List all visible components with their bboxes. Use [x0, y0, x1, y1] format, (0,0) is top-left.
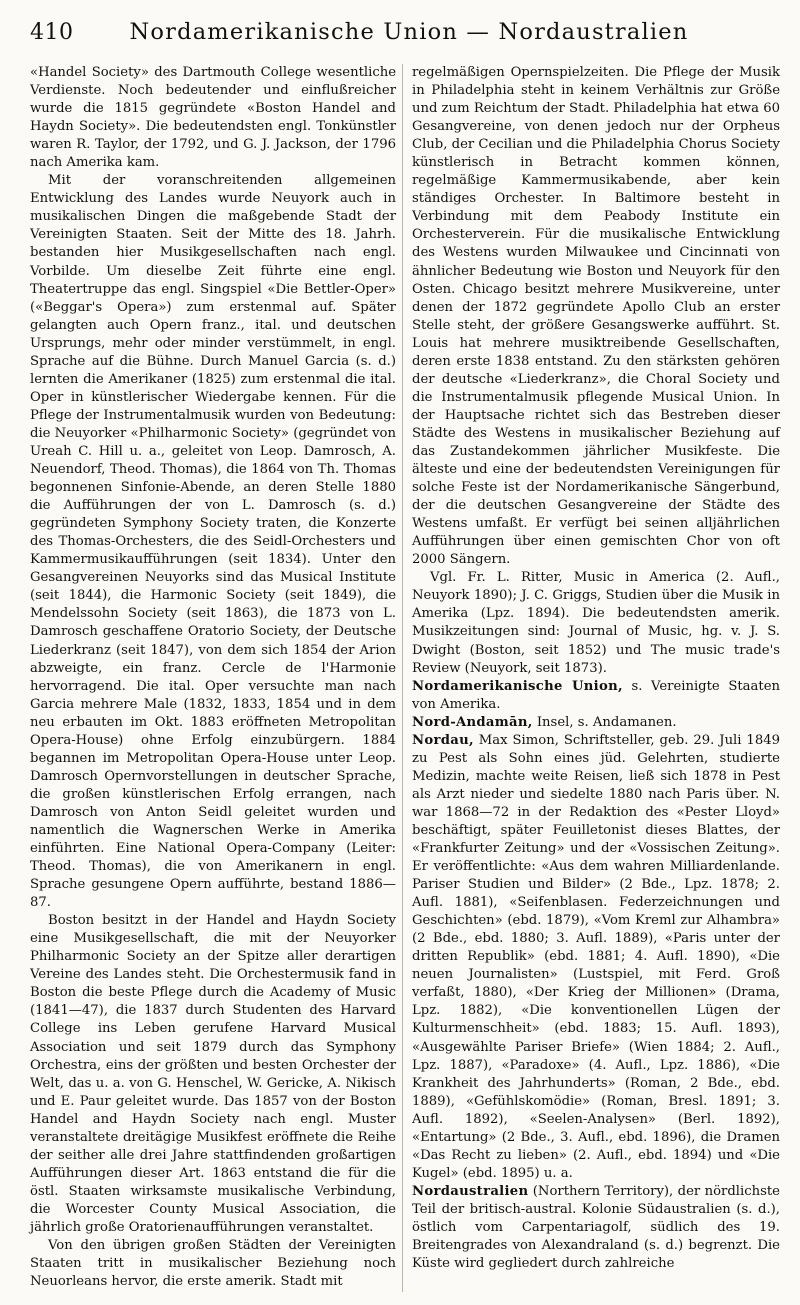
right-column — [412, 64, 780, 1273]
paragraph: Mit der voranschreitenden allgemeinen Entwicklung des Landes wurde Neuyork auch in musikalischen Dingen die maßgebende Stadt der Vereinigten Staaten. Seit der Mitte des 18. Jahrh. bestanden hier Musikgesellschaften nach engl. Vorbilde. Um dieselbe Zeit führte eine engl. Theatertruppe das engl. Singspiel «Die Bettler-Oper» («Beggar's Opera») zum erstenmal auf. Später gelangten auch Opern franz., ital. und deutschen Ursprungs, mehr oder minder verstümmelt, in engl. Sprache auf die Bühne. Durch Manuel Garcia (s. d.) lernten die Amerikaner (1825) zum erstenmal die ital. Oper in künstlerischer Wiedergabe kennen. Für die Pflege der Instrumentalmusik wurden von Bedeutung: die Neuyorker «Philharmonic Society» (gegründet von Ureah C. Hill u. a., geleitet von Leop. Damrosch, A. Neuendorf, Theod. Thomas), die 1864 von Th. Thomas begonnenen Sinfonie-Abende, an deren Stelle 1880 die Aufführungen der von L. Damrosch (s. d.) gegründeten Symphony Society traten, die Konzerte des Thomas-Orchesters, die des Seidl-Orchesters und Kammermusikaufführungen (seit 1834). Unter den Gesangvereinen Neuyorks sind das Musical Institute (seit 1844), die Harmonic Society (seit 1849), die Mendelssohn Society (seit 1863), die 1873 von L. Damrosch geschaffene Oratorio Society, der Deutsche Liederkranz (seit 1847), von dem sich 1854 der Arion abzweigte, ein franz. Cercle de l'Harmonie hervorragend. Die ital. Oper versuchte man nach Garcia mehrere Male (1832, 1833, 1854 und in dem neu erbauten im Okt. 1883 eröffneten Metropolitan Opera-House) ohne Erfolg einzubürgern. 1884 begannen im Metropolitan Opera-House unter Leop. Damrosch Opernvorstellungen in deutscher Sprache, die großen künstlerischen Erfolg errangen, nach Damrosch von Anton Seidl geleitet wurden und namentlich die Wagnerschen Werke in Amerika einführten. Eine National Opera-Company (Leiter: Theod. Thomas), die von Amerikanern in engl. Sprache gesungene Opern aufführte, bestand 1886—87. — [30, 173, 396, 911]
entry-text: (Northern Territory), der nördlichste Teil der britisch-austral. Kolonie Südaustralien (s. d.), östlich vom Carpentariagolf, südlich des 19. Breitengrades von Alexandraland (s. d.) begrenzt. Die Küste wird gegliedert durch zahlreiche — [412, 1183, 780, 1272]
page-number: 410 — [30, 19, 74, 45]
paragraph: regelmäßigen Opernspielzeiten. Die Pflege der Musik in Philadelphia steht in keinem Verhältnis zur Größe und zum Reichtum der Stadt. Philadelphia hat etwa 60 Gesangvereine, von denen jedoch nur der Orpheus Club, der Cecilian und die Philadelphia Chorus Society künstlerisch in Betracht kommen können, regelmäßige Kammermusikabende, aber kein ständiges Orchester. In Baltimore besteht in Verbindung mit dem Peabody Institute ein Orchesterverein. Für die musikalische Entwicklung des Westens wurden Milwaukee und Cincinnati von ähnlicher Bedeutung wie Boston und Neuyork für den Osten. Chicago besitzt mehrere Musikvereine, unter denen der 1872 gegründete Apollo Club an erster Stelle steht, der größere Gesangswerke aufführt. St. Louis hat mehrere musiktreibende Gesellschaften, deren erste 1838 entstand. Zu den stärksten gehören der deutsche «Liederkranz», die Choral Society und die Instrumentalmusik pflegende Musical Union. In der Hauptsache richtet sich das Bestreben dieser Städte des Westens in musikalischer Beziehung auf das Zustandekommen jährlicher Musikfeste. Die älteste und eine der bedeutendsten Vereinigungen für solche Feste ist der Nordamerikanische Sängerbund, der die deutschen Gesangvereine der Städte des Westens umfaßt. Er verfügt bei seinen alljährlichen Aufführungen über einen gemischten Chor von oft 2000 Sängern. — [412, 65, 780, 568]
paragraph: Boston besitzt in der Handel and Haydn Society eine Musikgesellschaft, die mit der Neuyorker Philharmonic Society an der Spitze aller derartigen Vereine des Landes steht. Die Orchestermusik fand in Boston die beste Pflege durch die Academy of Music (1841—47), die 1837 durch Studenten des Harvard College ins Leben gerufene Harvard Musical Association und seit 1879 durch das Symphony Orchestra, eins der größten und besten Orchester der Welt, das u. a. von G. Henschel, W. Gericke, A. Nikisch und E. Paur geleitet wurde. Das 1857 von der Boston Handel and Haydn Society nach engl. Muster veranstaltete dreitägige Musikfest eröffnete die Reihe der seither alle drei Jahre stattfindenden großartigen Aufführungen dieser Art. 1863 entstand die für die östl. Staaten wirksamste musikalische Verbindung, die Worcester County Musical Association, die jährlich große Oratorienaufführungen veranstaltet. — [30, 913, 396, 1235]
paragraph: Von den übrigen großen Städten der Vereinigten Staaten tritt in musikalischer Beziehung noch Neuorleans hervor, die erste amerik. Stadt mit — [30, 1238, 396, 1290]
running-head: Nordamerikanische Union — Nordaustralien — [129, 19, 689, 45]
entry-nordau — [412, 732, 780, 1183]
entry-text: s. Vereinigte Staaten von Amerika. — [412, 678, 780, 712]
entry-text: Max Simon, Schriftsteller, geb. 29. Juli 1849 zu Pest als Sohn eines jüd. Gelehrten, studierte Medizin, machte weite Reisen, ließ sich 1878 in Pest als Arzt nieder und siedelte 1880 nach Paris über. N. war 1868—72 in der Redaktion des «Pester Lloyd» beschäftigt, später Feuilletonist dieses Blattes, der «Frankfurter Zeitung» und der «Vossischen Zeitung». Er veröffentlichte: «Aus dem wahren Milliardenlande. Pariser Studien und Bilder» (2 Bde., Lpz. 1878; 2. Aufl. 1881), «Seifenblasen. Federzeichnungen und Geschichten» (ebd. 1879), «Vom Kreml zur Alhambra» (2 Bde., ebd. 1880; 3. Aufl. 1889), «Paris unter der dritten Republik» (ebd. 1881; 4. Aufl. 1890), «Die neuen Journalisten» (Lustspiel, mit Ferd. Groß verfaßt, 1880), «Der Krieg der Millionen» (Drama, Lpz. 1882), «Die konventionellen Lügen der Kulturmenschheit» (ebd. 1883; 15. Aufl. 1893), «Ausgewählte Pariser Briefe» (Wien 1884; 2. Aufl., Lpz. 1887), «Paradoxe» (4. Aufl., Lpz. 1886), «Die Krankheit des Jahrhunderts» (Roman, 2 Bde., ebd. 1889), «Gefühlskomödie» (Roman, Bresl. 1891; 3. Aufl. 1892), «Seelen-Analysen» (Berl. 1892), «Entartung» (2 Bde., 3. Aufl., ebd. 1896), die Dramen «Das Recht zu lieben» (2. Aufl., ebd. 1894) und «Die Kugel» (ebd. 1895) u. a. — [412, 732, 780, 1181]
entry-nordaustralien — [412, 1183, 780, 1273]
entry-lemma: Nord-Andamān, — [412, 714, 533, 730]
column-divider — [402, 64, 403, 1292]
page-header — [30, 6, 768, 58]
entry-lemma: Nordau, — [412, 732, 474, 748]
bibliography-paragraph: Vgl. Fr. L. Ritter, Music in America (2. Aufl., Neuyork 1890); J. C. Griggs, Studien über die Musik in Amerika (Lpz. 1894). Die bedeutendsten amerik. Musikzeitungen sind: Journal of Music, hg. v. J. S. Dwight (Boston, seit 1852) und The music trade's Review (Neuyork, seit 1873). — [412, 570, 780, 676]
entry-nord-andaman — [412, 714, 780, 732]
paragraph: «Handel Society» des Dartmouth College wesentliche Verdienste. Noch bedeutender und einflußreicher wurde die 1815 gegründete «Boston Handel and Haydn Society». Die bedeutendsten engl. Tonkünstler waren R. Taylor, der 1792, und G. J. Jackson, der 1796 nach Amerika kam. — [30, 65, 396, 171]
entry-lemma: Nordamerikanische Union, — [412, 678, 623, 694]
entry-nordamerikanische-union — [412, 678, 780, 714]
entry-text: Insel, s. Andamanen. — [532, 714, 677, 730]
entry-lemma: Nordaustralien — [412, 1183, 529, 1199]
left-column — [30, 64, 396, 1291]
